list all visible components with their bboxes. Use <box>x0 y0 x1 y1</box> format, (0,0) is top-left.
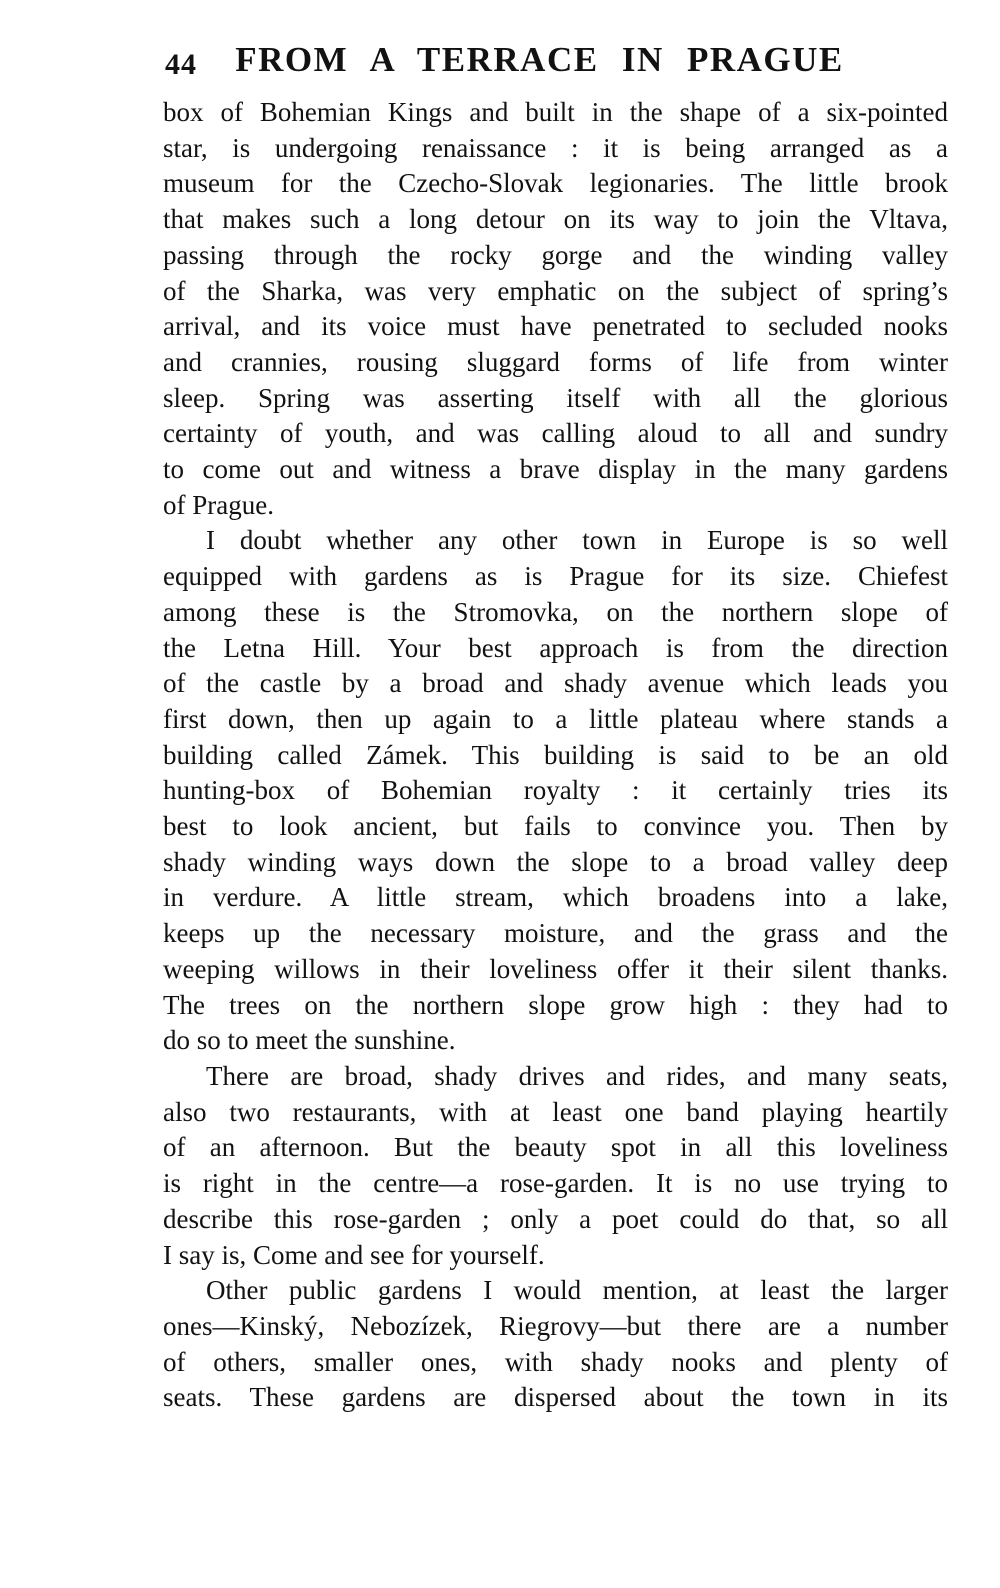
page-number: 44 <box>165 48 197 81</box>
text-line: in verdure. A little stream, which broadens into a lake, <box>163 882 948 913</box>
text-line: I say is, Come and see for yourself. <box>163 1239 545 1270</box>
text-line: do so to meet the sunshine. <box>163 1025 456 1056</box>
text-line: of Prague. <box>163 489 274 520</box>
text-line: of an afternoon. But the beauty spot in all this loveliness <box>163 1132 948 1163</box>
text-line: keeps up the necessary moisture, and the grass and the <box>163 918 948 949</box>
text-line: museum for the Czecho-Slovak legionaries. The little brook <box>163 168 948 199</box>
text-line: sleep. Spring was asserting itself with all the glorious <box>163 382 948 413</box>
text-line: of the Sharka, was very emphatic on the subject of spring’s <box>163 275 948 306</box>
paragraph <box>163 1059 948 1273</box>
text-line: first down, then up again to a little plateau where stands a <box>163 703 948 734</box>
text-line: star, is undergoing renaissance : it is being arranged as a <box>163 132 948 163</box>
text-line: that makes such a long detour on its way to join the Vltava, <box>163 204 948 235</box>
text-line: Other public gardens I would mention, at least the larger <box>206 1275 948 1306</box>
text-line: certainty of youth, and was calling aloud to all and sundry <box>163 418 948 449</box>
text-line: to come out and witness a brave display in the many gardens <box>163 454 948 485</box>
text-line: hunting-box of Bohemian royalty : it certainly tries its <box>163 775 948 806</box>
text-line: of the castle by a broad and shady avenue which leads you <box>163 668 948 699</box>
text-line: also two restaurants, with at least one band playing heartily <box>163 1096 948 1127</box>
running-title: FROM A TERRACE IN PRAGUE <box>235 40 844 79</box>
paragraph <box>163 523 948 1059</box>
text-line: arrival, and its voice must have penetrated to secluded nooks <box>163 311 948 342</box>
text-line: building called Zámek. This building is said to be an old <box>163 739 948 770</box>
text-line: best to look ancient, but fails to convince you. Then by <box>163 811 948 842</box>
text-line: box of Bohemian Kings and built in the shape of a six-pointed <box>163 97 948 127</box>
text-line: equipped with gardens as is Prague for its size. Chiefest <box>163 561 948 592</box>
page-header <box>163 40 948 84</box>
text-line: ones—Kinský, Nebozízek, Riegrovy—but there are a number <box>163 1310 948 1341</box>
body-text <box>163 95 948 1416</box>
text-line: seats. These gardens are dispersed about the town in its <box>163 1382 948 1413</box>
text-line: The trees on the northern slope grow high : they had to <box>163 989 948 1020</box>
paragraph <box>163 95 948 523</box>
paragraph <box>163 1273 948 1416</box>
text-line: I doubt whether any other town in Europe is so well <box>206 525 948 556</box>
text-line: is right in the centre—a rose-garden. It is no use trying to <box>163 1168 948 1199</box>
text-line: weeping willows in their loveliness offer it their silent thanks. <box>163 953 948 984</box>
text-line: shady winding ways down the slope to a broad valley deep <box>163 846 948 877</box>
text-line: and crannies, rousing sluggard forms of life from winter <box>163 346 948 377</box>
text-line: among these is the Stromovka, on the northern slope of <box>163 596 948 627</box>
text-line: passing through the rocky gorge and the winding valley <box>163 239 948 270</box>
text-line: of others, smaller ones, with shady nooks and plenty of <box>163 1346 948 1377</box>
text-line: There are broad, shady drives and rides, and many seats, <box>206 1060 948 1091</box>
text-line: describe this rose-garden ; only a poet could do that, so all <box>163 1203 948 1234</box>
text-line: the Letna Hill. Your best approach is from the direction <box>163 632 948 663</box>
